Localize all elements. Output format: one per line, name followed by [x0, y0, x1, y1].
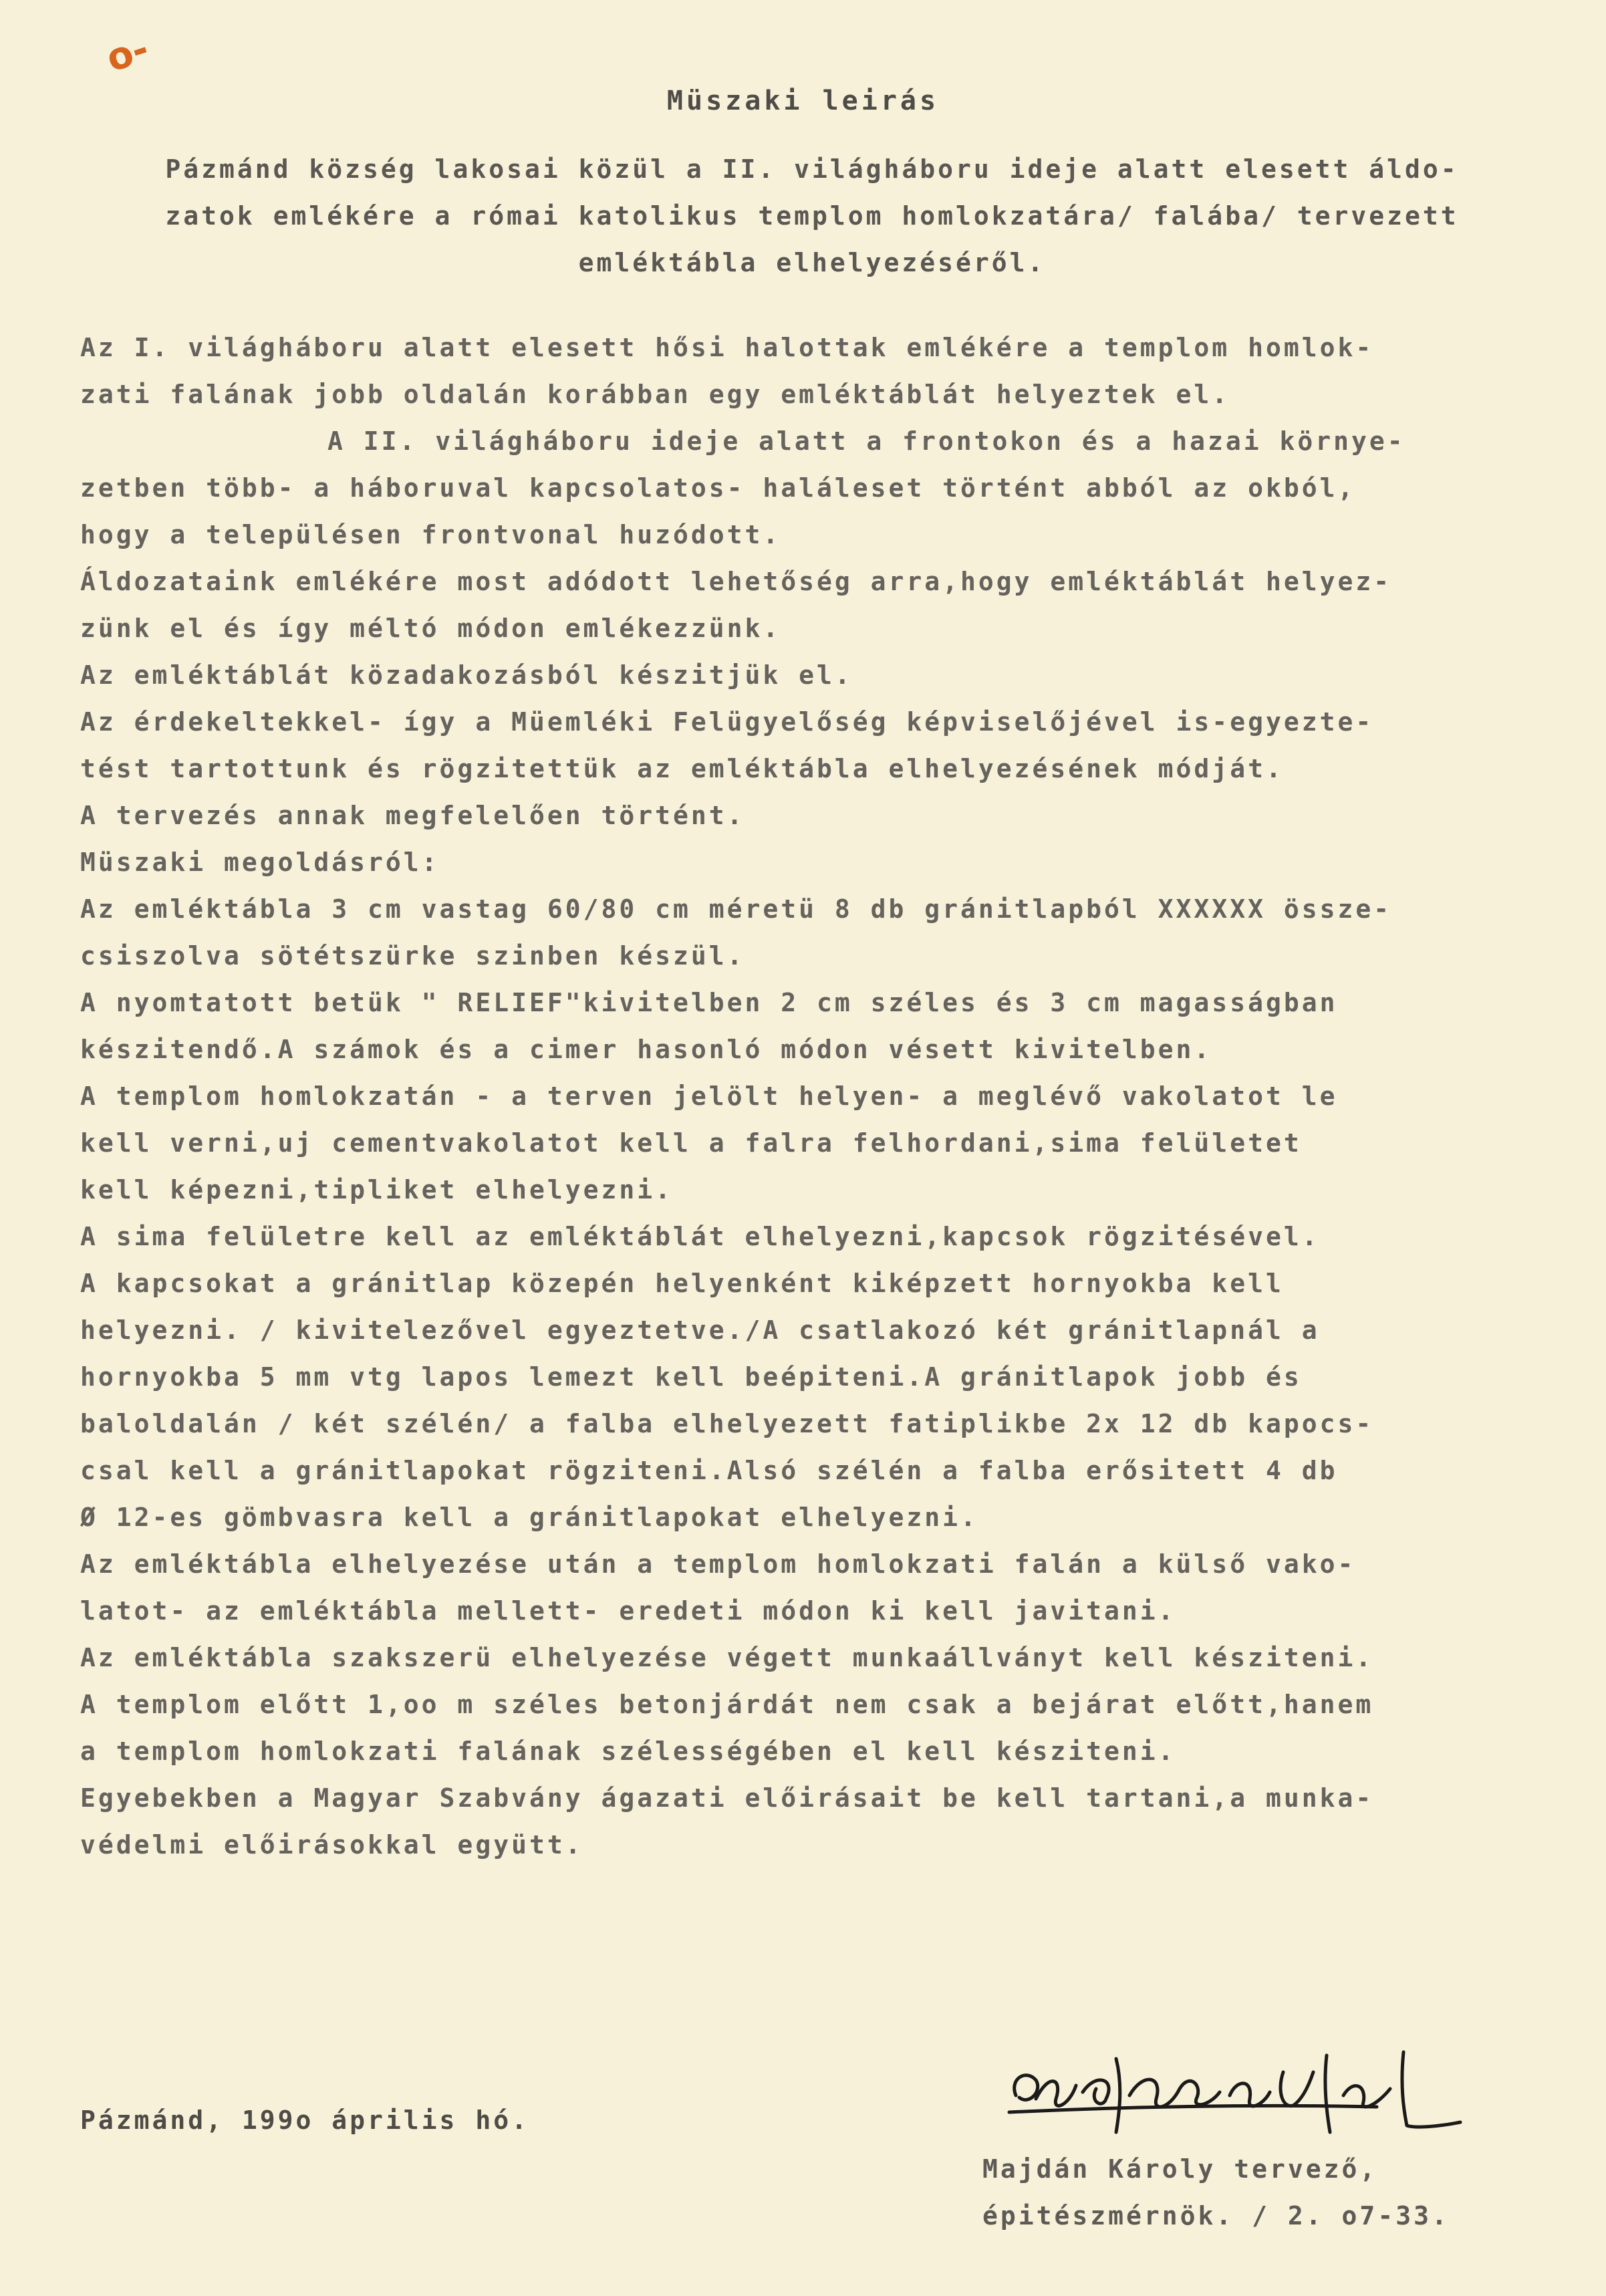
- corner-mark: o-: [101, 27, 154, 81]
- body-line: baloldalán / két szélén/ a falba elhelyezett fatiplikbe 2x 12 db kapocs-: [80, 1409, 1374, 1438]
- subtitle-line: zatok emlékére a római katolikus templom homlokzatára/ falába/ tervezett: [165, 201, 1459, 231]
- body-line: csiszolva sötétszürke szinben készül.: [80, 941, 745, 971]
- body-line: védelmi előirásokkal együtt.: [80, 1830, 583, 1860]
- body-line: A sima felületre kell az emléktáblát elhelyezni,kapcsok rögzitésével.: [80, 1222, 1320, 1251]
- signature-name: Majdán Károly tervező,: [982, 2154, 1378, 2184]
- body-line: kell verni,uj cementvakolatot kell a falra felhordani,sima felületet: [80, 1128, 1302, 1158]
- body-line: A II. világháboru ideje alatt a frontokon és a hazai környe-: [327, 426, 1406, 456]
- body-line: Az emléktábla elhelyezése után a templom homlokzati falán a külső vako-: [80, 1549, 1356, 1579]
- body-line: tést tartottunk és rögzitettük az emléktábla elhelyezésének módját.: [80, 754, 1284, 783]
- body-line: Az emléktáblát közadakozásból készitjük el.: [80, 660, 853, 690]
- document-title: Müszaki leirás: [666, 86, 940, 116]
- body-line: helyezni. / kivitelezővel egyeztetve./A csatlakozó két gránitlapnál a: [80, 1315, 1320, 1345]
- body-line: a templom homlokzati falának szélességében el kell késziteni.: [80, 1737, 1176, 1766]
- body-line: Az emléktábla 3 cm vastag 60/80 cm méretü 8 db gránitlapból XXXXXX összе-: [80, 894, 1392, 924]
- body-line: Az érdekeltekkel- így a Müemléki Felügyelőség képviselőjével is-egyezte-: [80, 707, 1374, 737]
- document-body: [80, 324, 1557, 1868]
- body-line: készitendő.A számok és a cimer hasonló módon vésett kivitelben.: [80, 1035, 1212, 1064]
- body-line: Egyebekben a Magyar Szabvány ágazati előirásait be kell tartani,a munka-: [80, 1783, 1374, 1813]
- body-line: hornyokba 5 mm vtg lapos lemezt kell beépiteni.A gránitlapok jobb és: [80, 1362, 1302, 1392]
- body-line: Az emléktábla szakszerü elhelyezése végett munkaállványt kell késziteni.: [80, 1643, 1374, 1672]
- body-line: zetben több- a háboruval kapcsolatos- haláleset történt abból az okból,: [80, 473, 1356, 503]
- document-subtitle: [60, 146, 1564, 286]
- body-line: Ø 12-es gömbvasra kell a gránitlapokat elhelyezni.: [80, 1503, 978, 1532]
- body-line: A templom homlokzatán - a terven jelölt helyen- a meglévő vakolatot le: [80, 1081, 1338, 1111]
- body-line: Áldozataink emlékére most adódott lehetőség arra,hogy emléktáblát helyez-: [80, 567, 1392, 596]
- subtitle-line: Pázmánd község lakosai közül a II. világháboru ideje alatt elesett áldo-: [165, 154, 1459, 184]
- body-line: Az I. világháboru alatt elesett hősi halottak emlékére a templom homlok-: [80, 333, 1374, 362]
- body-line: A kapcsokat a gránitlap közepén helyenként kiképzett hornyokba kell: [80, 1269, 1284, 1298]
- subtitle-line: emléktábla elhelyezéséről.: [578, 248, 1046, 277]
- body-line: kell képezni,tipliket elhelyezni.: [80, 1175, 673, 1204]
- body-line: csal kell a gránitlapokat rögziteni.Alsó szélén a falba erősitett 4 db: [80, 1456, 1338, 1485]
- body-line: zati falának jobb oldalán korábban egy emléktáblát helyeztek el.: [80, 380, 1230, 409]
- body-line: Müszaki megoldásról:: [80, 848, 440, 877]
- body-line: A tervezés annak megfelelően történt.: [80, 801, 745, 830]
- signature-block: [982, 2146, 1450, 2239]
- body-line: hogy a településen frontvonal huzódott.: [80, 520, 781, 549]
- body-line: latot- az emléktábla mellett- eredeti módon ki kell javitani.: [80, 1596, 1176, 1626]
- handwritten-signature: [989, 2032, 1470, 2146]
- place-date: Pázmánd, 199o április hó.: [80, 2106, 529, 2135]
- body-line: A nyomtatott betük " RELIEF"kivitelben 2 cm széles és 3 cm magasságban: [80, 988, 1338, 1017]
- body-line: A templom előtt 1,oo m széles betonjárdát nem csak a bejárat előtt,hanem: [80, 1690, 1374, 1719]
- body-line: zünk el és így méltó módon emlékezzünk.: [80, 614, 781, 643]
- signature-title: épitészmérnök. / 2. o7-33.: [982, 2201, 1450, 2230]
